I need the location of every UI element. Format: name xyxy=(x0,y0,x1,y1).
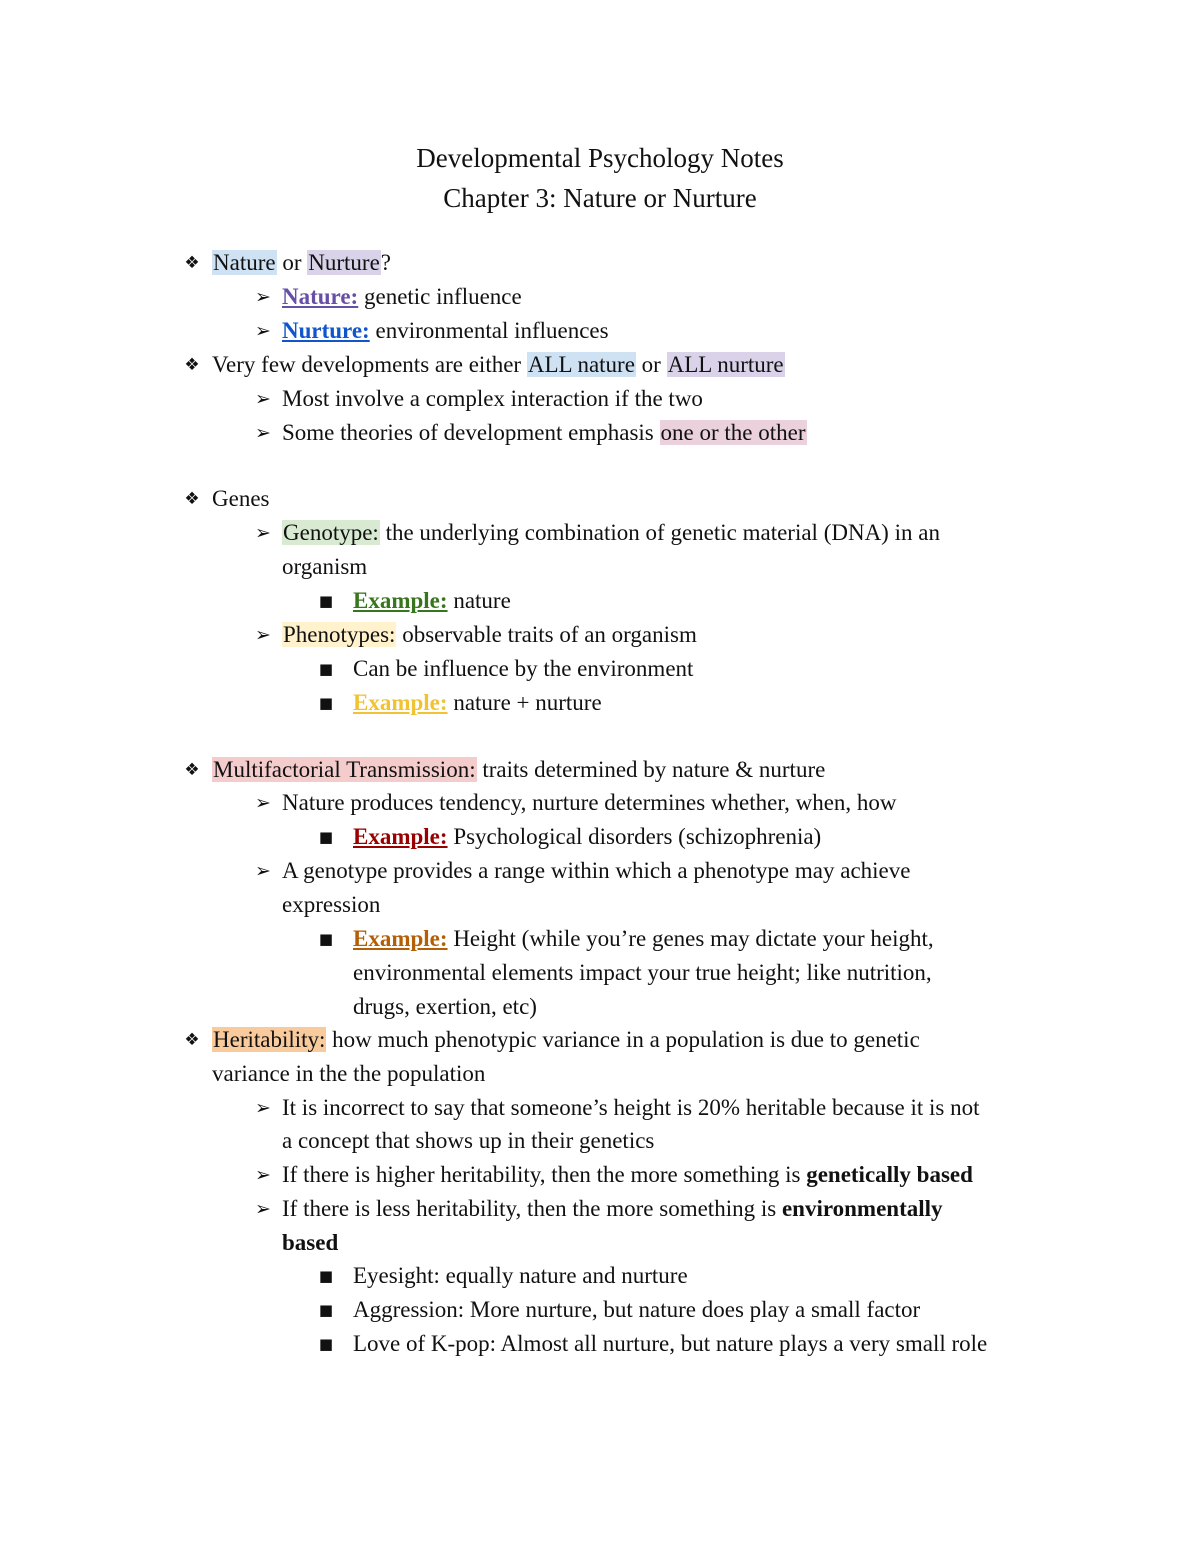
list-item: ❖ Nature or Nurture? xyxy=(0,246,1200,280)
diamond-bullet-icon: ❖ xyxy=(184,253,200,273)
list-item: ➢ A genotype provides a range within which a phenotype may achieve xyxy=(0,854,1200,888)
document-subtitle: Chapter 3: Nature or Nurture xyxy=(443,183,757,213)
list-item: ❖ Multifactorial Transmission: traits determined by nature & nurture xyxy=(0,753,1200,787)
square-bullet-icon: ■ xyxy=(318,1335,334,1353)
arrow-bullet-icon: ➢ xyxy=(255,320,271,342)
arrow-bullet-icon: ➢ xyxy=(255,624,271,646)
list-item: ■ Aggression: More nurture, but nature does play a small factor xyxy=(0,1293,1200,1327)
diamond-bullet-icon: ❖ xyxy=(184,489,200,509)
list-item: ■ Example: Height (while you’re genes may dictate your height, xyxy=(0,922,1200,956)
list-item: ❖ Very few developments are either ALL nature or ALL nurture xyxy=(0,348,1200,382)
list-item: ■ Example: Psychological disorders (schizophrenia) xyxy=(0,820,1200,854)
square-bullet-icon: ■ xyxy=(318,694,334,712)
example-label: Example: xyxy=(353,824,448,849)
example-label: Example: xyxy=(353,926,448,951)
heritability-term: Heritability: xyxy=(213,1027,326,1052)
list-item: ❖ Heritability: how much phenotypic variance in a population is due to genetic xyxy=(0,1023,1200,1057)
list-item: ■ Example: nature xyxy=(0,584,1200,618)
list-item: ■ Can be influence by the environment xyxy=(0,652,1200,686)
highlight-nature: Nature xyxy=(213,250,276,275)
document-title: Developmental Psychology Notes xyxy=(416,143,784,173)
highlight-one-or-other: one or the other xyxy=(660,420,806,445)
diamond-bullet-icon: ❖ xyxy=(184,760,200,780)
square-bullet-icon: ■ xyxy=(318,1267,334,1285)
genotype-term: Genotype: xyxy=(283,520,379,545)
example-label: Example: xyxy=(353,690,448,715)
highlight-all-nurture: ALL nurture xyxy=(667,352,784,377)
arrow-bullet-icon: ➢ xyxy=(255,1164,271,1186)
list-item: ■ Eyesight: equally nature and nurture xyxy=(0,1259,1200,1293)
list-item: ➢ Phenotypes: observable traits of an organism xyxy=(0,618,1200,652)
arrow-bullet-icon: ➢ xyxy=(255,422,271,444)
genes-heading: Genes xyxy=(212,486,270,511)
arrow-bullet-icon: ➢ xyxy=(255,286,271,308)
arrow-bullet-icon: ➢ xyxy=(255,522,271,544)
list-item: ➢ If there is higher heritability, then the more something is genetically based xyxy=(0,1158,1200,1192)
list-item: ■ Example: nature + nurture xyxy=(0,686,1200,720)
nurture-term: Nurture: xyxy=(282,318,370,343)
list-item xyxy=(0,482,1200,516)
arrow-bullet-icon: ➢ xyxy=(255,1198,271,1220)
square-bullet-icon: ■ xyxy=(318,828,334,846)
square-bullet-icon: ■ xyxy=(318,592,334,610)
list-item: ➢ If there is less heritability, then the more something is environmentally xyxy=(0,1192,1200,1226)
square-bullet-icon: ■ xyxy=(318,1301,334,1319)
list-item: ➢ It is incorrect to say that someone’s height is 20% heritable because it is not xyxy=(0,1091,1200,1125)
nature-term: Nature: xyxy=(282,284,359,309)
highlight-nurture: Nurture xyxy=(308,250,380,275)
list-item: ➢ Nurture: environmental influences xyxy=(0,314,1200,348)
list-item: ➢ Nature: genetic influence xyxy=(0,280,1200,314)
list-item: ➢ Genotype: the underlying combination of genetic material (DNA) in an xyxy=(0,516,1200,550)
arrow-bullet-icon: ➢ xyxy=(255,1097,271,1119)
arrow-bullet-icon: ➢ xyxy=(255,388,271,410)
square-bullet-icon: ■ xyxy=(318,660,334,678)
phenotype-term: Phenotypes: xyxy=(283,622,396,647)
list-item: ➢ Nature produces tendency, nurture determines whether, when, how xyxy=(0,786,1200,820)
multifactorial-term: Multifactorial Transmission: xyxy=(213,757,476,782)
example-label: Example: xyxy=(353,588,448,613)
square-bullet-icon: ■ xyxy=(318,930,334,948)
list-item: ➢ Some theories of development emphasis one or the other xyxy=(0,416,1200,450)
diamond-bullet-icon: ❖ xyxy=(184,355,200,375)
list-item: ■ Love of K-pop: Almost all nurture, but nature plays a very small role xyxy=(0,1327,1200,1361)
arrow-bullet-icon: ➢ xyxy=(255,792,271,814)
document-page: Developmental Psychology Notes Chapter 3: Nature or Nurture ❖ Nature or Nurture? ➢ Nature: genetic influence ➢ Nurture: environmental influences ❖ Very few developments are either ALL nature or ALL nurture ➢ Most involve a complex interaction if the two ➢ Some theories of development emphasis one or the other ❖ Genes ➢ Genotype: the underlying combination of genetic material (DNA) in an organism ■ Example: nature ➢ Phenotypes: observable traits of an organism ■ Can be influence by the environment ■ Example: nature + nurture ❖ Multifactorial Transmission: traits determined by nature & nurture ➢ Nature produces tendency, nurture determines whether, when, how ■ Example: Psychological disorders (schizophrenia) ➢ A genotype provides a range within which a phenotype may achieve expression ■ Example: Height (while you’re genes may dictate your height, environmental elements impact your true height; like nutrition, drugs, exertion, etc) ❖ Heritability: how much phenotypic variance in a population is due to genetic variance in the the population ➢ It is incorrect to say that someone’s height is 20% heritable because it is not a concept that shows up in their genetics ➢ If there is higher heritability, then the more something is genetically based ➢ If there is less heritability, then the more something is environmentally based ■ Eyesight: equally nature and nurture ■ Aggression: More nurture, but nature does play a small factor ■ Love of K-pop: Almost all nurture, but nature plays a very small role xyxy=(0,0,1200,1553)
arrow-bullet-icon: ➢ xyxy=(255,860,271,882)
list-item: ➢ Most involve a complex interaction if the two xyxy=(0,382,1200,416)
highlight-all-nature: ALL nature xyxy=(527,352,635,377)
diamond-bullet-icon: ❖ xyxy=(184,1030,200,1050)
